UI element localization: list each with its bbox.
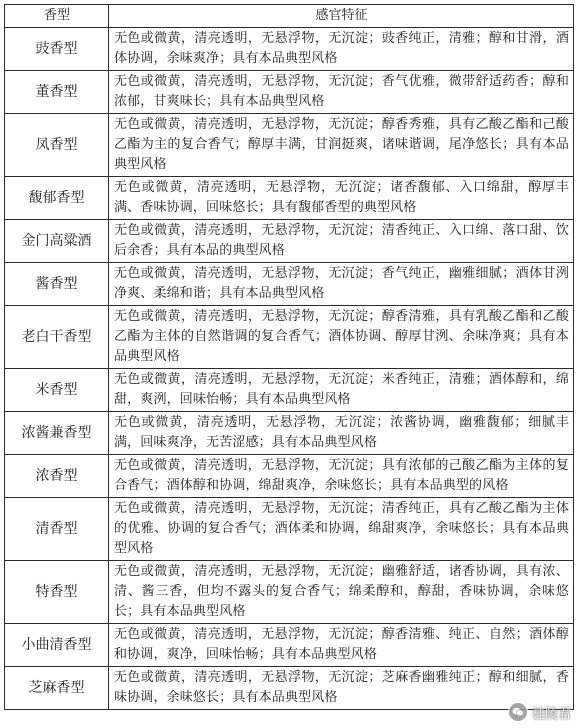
table-row [5,306,574,369]
aroma-type-cell: 凤香型 [5,114,109,177]
aroma-type-cell: 老白干香型 [5,306,109,369]
aroma-type-cell: 清香型 [5,498,109,561]
table-row [5,71,574,114]
sensory-feature-cell: 无色或微黄，清亮透明，无悬浮物，无沉淀；香气纯正，幽雅细腻；酒体甘洌净爽、柔绵和谐；具有本品典型风格 [109,263,574,306]
sensory-feature-cell: 无色或微黄，清亮透明，无悬浮物，无沉淀；具有浓郁的己酸乙酯为主体的复合香气；酒体醇和协调，绵甜爽净，余味悠长；具有本品典型的风格 [109,455,574,498]
sensory-feature-cell: 无色或微黄，清亮透明，无悬浮物，无沉淀；醇香秀雅，具有乙酸乙酯和己酸乙酯为主的复合香气；醇厚丰满，甘润挺爽，诸味谐调，尾净悠长；具有本品典型风格 [109,114,574,177]
sensory-feature-cell: 无色或微黄，清亮透明，无悬浮物，无沉淀；米香纯正，清雅；酒体醇和，绵甜，爽洌，回味怡畅；具有本品典型风格 [109,369,574,412]
sensory-feature-cell: 无色或微黄，清亮透明，无悬浮物，无沉淀；豉香纯正，清雅；醇和甘滑，酒体协调，余味爽净；具有本品典型风格 [109,28,574,71]
table-body [5,28,574,710]
table-row [5,369,574,412]
table-row [5,412,574,455]
aroma-type-cell: 浓酱兼香型 [5,412,109,455]
column-header-feature: 感官特征 [109,5,574,28]
table-row [5,498,574,561]
sensory-feature-cell: 无色或微黄，清亮透明，无悬浮物，无沉淀；香气优雅，微带舒适药香；醇和浓郁，甘爽味长；具有本品典型风格 [109,71,574,114]
sensory-feature-cell: 无色或微黄，清亮透明，无悬浮物，无沉淀；清香纯正、入口绵、落口甜、饮后余香；具有本品的典型风格 [109,220,574,263]
table-header-row [5,5,574,28]
table-row [5,561,574,624]
table-row [5,455,574,498]
table-row [5,667,574,710]
sensory-feature-cell: 无色或微黄，清亮透明，无悬浮物，无沉淀；清香纯正，具有乙酸乙酯为主体的优雅、协调的复合香气；酒体柔和协调，绵甜爽净，余味悠长；具有本品典型风格 [109,498,574,561]
aroma-type-cell: 豉香型 [5,28,109,71]
aroma-type-cell: 浓香型 [5,455,109,498]
sensory-feature-cell: 无色或微黄，清亮透明，无悬浮物，无沉淀；芝麻香幽雅纯正；醇和细腻，香味协调，余味悠长；具有本品典型风格 [109,667,574,710]
aroma-type-cell: 米香型 [5,369,109,412]
aroma-type-cell: 芝麻香型 [5,667,109,710]
column-header-type: 香型 [5,5,109,28]
aroma-type-cell: 特香型 [5,561,109,624]
aroma-type-cell: 馥郁香型 [5,177,109,220]
table-row [5,220,574,263]
wechat-icon [508,702,528,722]
aroma-type-cell: 酱香型 [5,263,109,306]
sensory-feature-cell: 无色或微黄，清亮透明，无悬浮物，无沉淀；诸香馥郁、入口绵甜，醇厚丰满、香味协调，回味悠长；具有馥郁香型的典型风格 [109,177,574,220]
table-row [5,28,574,71]
table-row [5,114,574,177]
sensory-feature-cell: 无色或微黄，清亮透明，无悬浮物，无沉淀；醇香清雅，具有乳酸乙酯和乙酸乙酯为主体的自然谐调的复合香气；酒体协调、醇厚甘洌、余味净爽；具有本品典型风格 [109,306,574,369]
aroma-type-cell: 小曲清香型 [5,624,109,667]
table-row [5,624,574,667]
aroma-type-cell: 董香型 [5,71,109,114]
sensory-feature-cell: 无色或微黄，清亮透明，无悬浮物，无沉淀；醇香清雅、纯正、自然；酒体醇和协调，爽净，回味怡畅；具有本品典型风格 [109,624,574,667]
sensory-feature-cell: 无色或微黄，清亮透明，无悬浮物，无沉淀；浓酱协调，幽雅馥郁；细腻丰满，回味爽净，无苦涩感；具有本品典型风格 [109,412,574,455]
sensory-feature-cell: 无色或微黄，清亮透明，无悬浮物，无沉淀；幽雅舒适，诸香协调，具有浓、清、酱三香，但均不露头的复合香气；绵柔醇和，醇甜，香味协调，余味悠长；具有本品典型风格 [109,561,574,624]
watermark-text: 桂陵君 [531,706,571,722]
aroma-type-table [4,4,574,710]
table-row [5,177,574,220]
aroma-type-cell: 金门高粱酒 [5,220,109,263]
table-row [5,263,574,306]
watermark [508,702,571,722]
